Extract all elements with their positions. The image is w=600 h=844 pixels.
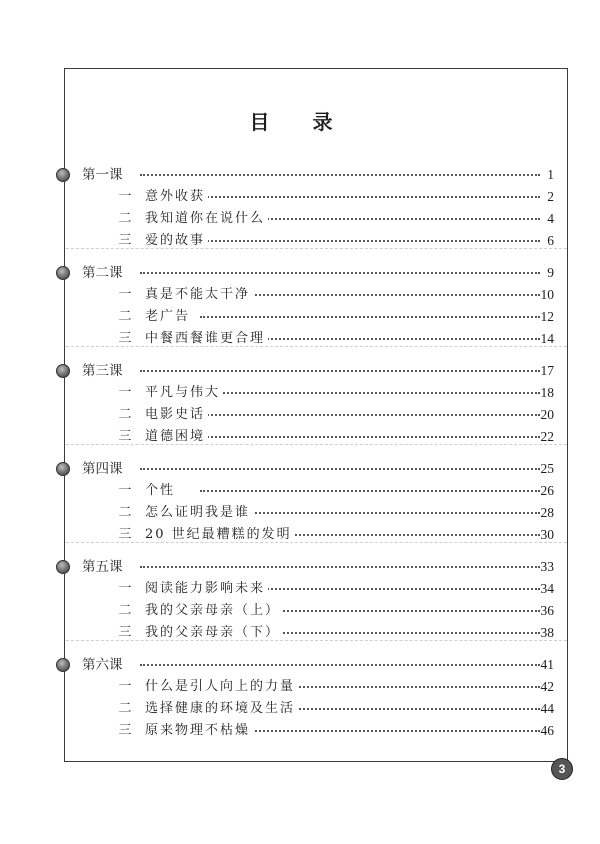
item-title: 真是不能太干净	[145, 284, 253, 306]
item-page-number: 12	[540, 309, 554, 324]
bullet-icon	[56, 560, 70, 574]
lesson-label: 第二课	[82, 262, 126, 284]
item-number: 三	[118, 331, 132, 346]
item-title: 选择健康的环境及生活	[145, 698, 298, 720]
toc-item-row[interactable]	[0, 502, 600, 524]
item-title: 个性	[145, 480, 178, 502]
lesson-separator	[66, 346, 567, 347]
item-number: 二	[118, 701, 132, 716]
item-page-number: 28	[540, 505, 554, 520]
toc-item-row[interactable]	[0, 720, 600, 742]
item-title: 老广告	[145, 306, 193, 328]
leader-dots	[200, 490, 540, 492]
toc-item-row[interactable]	[0, 284, 600, 306]
page-number-badge: 3	[551, 758, 573, 780]
item-title: 电影史话	[145, 404, 208, 426]
lesson-label: 第四课	[82, 458, 126, 480]
item-page-number: 34	[540, 581, 554, 596]
item-page-number: 36	[540, 603, 554, 618]
item-page-number: 38	[540, 625, 554, 640]
leader-dots	[200, 240, 540, 242]
leader-dots	[200, 436, 540, 438]
toc-lesson-row[interactable]	[0, 654, 600, 676]
leader-dots	[200, 196, 540, 198]
item-number: 二	[118, 309, 132, 324]
item-page-number: 18	[540, 385, 554, 400]
item-number: 三	[118, 723, 132, 738]
toc-lesson-row[interactable]	[0, 262, 600, 284]
leader-dots	[200, 316, 540, 318]
toc-lesson-row[interactable]	[0, 458, 600, 480]
item-title: 怎么证明我是谁	[145, 502, 253, 524]
toc-item-row[interactable]	[0, 306, 600, 328]
item-number: 三	[118, 233, 132, 248]
item-title: 我的父亲母亲（上）	[145, 600, 283, 622]
bullet-icon	[56, 462, 70, 476]
item-page-number: 10	[540, 287, 554, 302]
lesson-page-number: 17	[540, 363, 554, 378]
leader-dots	[140, 664, 540, 666]
item-page-number: 42	[540, 679, 554, 694]
item-number: 二	[118, 505, 132, 520]
bullet-icon	[56, 266, 70, 280]
item-title: 我知道你在说什么	[145, 208, 268, 230]
toc-item-row[interactable]	[0, 676, 600, 698]
bullet-icon	[56, 658, 70, 672]
toc-item-row[interactable]	[0, 480, 600, 502]
item-title: 我的父亲母亲（下）	[145, 622, 283, 644]
leader-dots	[140, 174, 540, 176]
lesson-page-number: 25	[540, 461, 554, 476]
item-page-number: 6	[547, 233, 554, 248]
item-page-number: 14	[540, 331, 554, 346]
item-title: 20 世纪最糟糕的发明	[145, 524, 295, 546]
item-number: 二	[118, 407, 132, 422]
item-page-number: 30	[540, 527, 554, 542]
item-title: 平凡与伟大	[145, 382, 223, 404]
item-number: 一	[118, 189, 132, 204]
bullet-icon	[56, 168, 70, 182]
toc-lesson-row[interactable]	[0, 164, 600, 186]
item-number: 一	[118, 679, 132, 694]
toc-item-row[interactable]	[0, 698, 600, 720]
lesson-separator	[66, 248, 567, 249]
toc-item-row[interactable]	[0, 600, 600, 622]
item-page-number: 22	[540, 429, 554, 444]
toc-lesson-row[interactable]	[0, 360, 600, 382]
lesson-page-number: 33	[540, 559, 554, 574]
lesson-page-number: 1	[547, 167, 554, 182]
item-page-number: 4	[547, 211, 554, 226]
lesson-label: 第六课	[82, 654, 126, 676]
item-number: 二	[118, 603, 132, 618]
toc-item-row[interactable]	[0, 404, 600, 426]
item-title: 中餐西餐谁更合理	[145, 328, 268, 350]
item-number: 一	[118, 287, 132, 302]
item-page-number: 20	[540, 407, 554, 422]
lesson-separator	[66, 444, 567, 445]
item-page-number: 46	[540, 723, 554, 738]
lesson-label: 第一课	[82, 164, 126, 186]
item-title: 什么是引人向上的力量	[145, 676, 298, 698]
item-page-number: 26	[540, 483, 554, 498]
item-title: 阅读能力影响未来	[145, 578, 268, 600]
leader-dots	[200, 392, 540, 394]
lesson-separator	[66, 542, 567, 543]
leader-dots	[140, 566, 540, 568]
item-number: 一	[118, 385, 132, 400]
leader-dots	[140, 370, 540, 372]
toc-item-row[interactable]	[0, 208, 600, 230]
lesson-page-number: 9	[547, 265, 554, 280]
item-number: 一	[118, 581, 132, 596]
lesson-separator	[66, 640, 567, 641]
toc-item-row[interactable]	[0, 578, 600, 600]
bullet-icon	[56, 364, 70, 378]
item-number: 三	[118, 625, 132, 640]
item-number: 二	[118, 211, 132, 226]
leader-dots	[140, 468, 540, 470]
lesson-page-number: 41	[540, 657, 554, 672]
item-title: 意外收获	[145, 186, 208, 208]
leader-dots	[140, 272, 540, 274]
item-title: 原来物理不枯燥	[145, 720, 253, 742]
lesson-label: 第五课	[82, 556, 126, 578]
item-title: 道德困境	[145, 426, 208, 448]
toc-item-row[interactable]	[0, 382, 600, 404]
item-title: 爱的故事	[145, 230, 208, 252]
lesson-label: 第三课	[82, 360, 126, 382]
toc-item-row[interactable]	[0, 186, 600, 208]
item-page-number: 2	[547, 189, 554, 204]
toc-lesson-row[interactable]	[0, 556, 600, 578]
item-page-number: 44	[540, 701, 554, 716]
page-title: 目 录	[249, 110, 351, 134]
item-number: 三	[118, 429, 132, 444]
item-number: 一	[118, 483, 132, 498]
item-number: 三	[118, 527, 132, 542]
leader-dots	[200, 414, 540, 416]
